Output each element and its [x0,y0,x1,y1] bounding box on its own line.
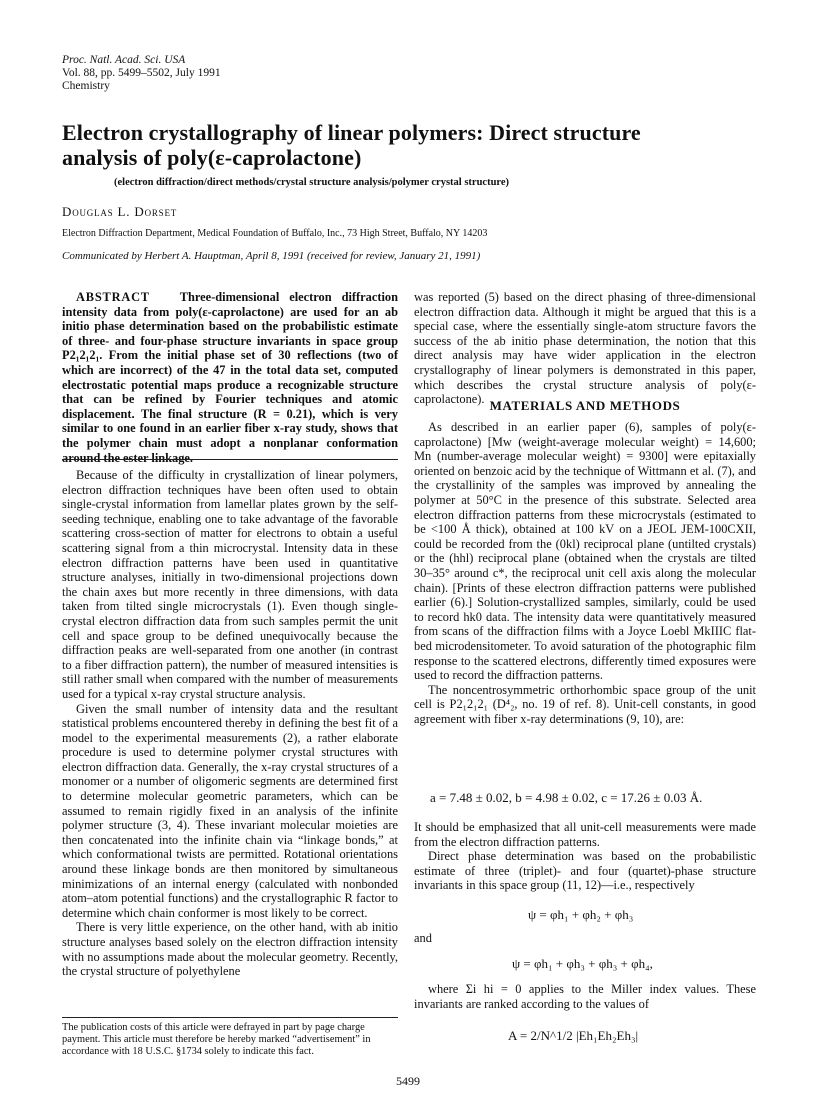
unit-cell-equation: a = 7.48 ± 0.02, b = 4.98 ± 0.02, c = 17.26 ± 0.03 Å. [430,790,703,805]
footnote: The publication costs of this article were defrayed in part by page charge payment. This article must therefore be hereby marked “advertisement” in accordance with 18 U.S.C. §1734 solely to indicate this fact. [62,1022,371,1058]
right-column-intro [414,290,756,407]
methods-body [414,420,756,726]
a-equation: A = 2/N^1/2 |Eh₁Eh₂Eh₃| [508,1028,639,1043]
paragraph: The noncentrosymmetric orthorhombic space group of the unit cell is P2₁2₁2₁ (D⁴₂, no. 19 of ref. 8). Unit-cell constants, in good agreement with fiber x-ray determinations (9, 10), are: [414,682,756,726]
methods-body-2 [414,820,756,893]
journal-header [62,54,221,93]
article-title [62,120,762,170]
affiliation: Electron Diffraction Department, Medical Foundation of Buffalo, Inc., 73 High Street, Buffalo, NY 14203 [62,228,488,239]
keywords: (electron diffraction/direct methods/crystal structure analysis/polymer crystal structure) [114,177,510,188]
title-line-2: analysis of poly(ε-caprolactone) [62,145,362,170]
author-name: Douglas L. Dorset [62,204,178,219]
page-number: 5499 [396,1074,420,1088]
footnote-divider [62,1017,398,1018]
abstract [62,290,398,465]
left-column-body [62,468,398,979]
title-line-1: Electron crystallography of linear polymers: Direct structure [62,120,641,145]
and-word: and [414,931,432,945]
journal-name: Proc. Natl. Acad. Sci. USA [62,54,186,66]
paragraph: There is very little experience, on the other hand, with ab initio structure analyses based solely on the electron diffraction intensity with no assumptions made about the molecular geometry. Recently, the crystal structure of polyethylene [62,920,398,979]
communicated-line: Communicated by Herbert A. Hauptman, April 8, 1991 (received for review, January 21, 1991) [62,250,481,262]
quartet-equation: ψ = φh₁ + φh₃ + φh₃ + φh₄, [512,956,653,971]
paragraph: It should be emphasized that all unit-cell measurements were made from the electron diffraction patterns. [414,820,756,849]
abstract-label: ABSTRACT [76,290,150,304]
paragraph: Given the small number of intensity data and the resultant statistical problems encountered thereby in defining the best fit of a model to the experimental measurements (2), a rather elaborate procedure is used to determine polymer crystal structures with electron diffraction data. Generally, the x-ray crystal structures of a monomer or a number of oligomeric segments are determined first to determine molecular geometric parameters, which can be assumed to remain rigidly fixed in an analysis of the infinite polymer structure (3, 4). These invariant molecular moieties are then concatenated into the infinite chain via “linkage bonds,” at which conformational twists are permitted. Rotational orientations around these linkage bonds are then monitored by simultaneous minimizations of an internal energy (calculated with nonbonded atom–atom potential functions) and the crystallographic R factor to determine which chain conformer is most likely to be correct. [62,701,398,920]
section-label: Chemistry [62,80,110,92]
section-heading: MATERIALS AND METHODS [489,398,681,413]
volume-line: Vol. 88, pp. 5499–5502, July 1991 [62,67,221,79]
paragraph: Because of the difficulty in crystallization of linear polymers, electron diffraction techniques have been often used to obtain single-crystal information from lamellar plates grown by the self-seeding technique, enabling one to take advantage of the favorable scattering cross-section of matter for electrons to obtain a useful scattering signal from a thin microcrystal. Intensity data in these electron diffraction patterns have been used in quantitative structure analyses, initially in two-dimensional projections down the chain axes but more recently in three dimensions, with data taken from tilted single microcrystals (1). Even though single-crystal electron diffraction data from such samples permit the unit cell and space group to be defined unequivocally because the diffraction peaks are well-separated from one another (in contrast to a fiber diffraction pattern), the number of measured intensities is still rather small when compared with the number of measurements used for a typical x-ray crystal structure analysis. [62,468,398,701]
methods-body-3 [414,982,756,1011]
paragraph: As described in an earlier paper (6), samples of poly(ε-caprolactone) [Mw (weight-average molecular weight) = 14,600; Mn (number-average molecular weight) = 9300] were epitaxially oriented on benzoic acid by the technique of Wittmann et al. (7), and the crystallinity of the samples was improved by annealing the polymer at 50°C in the presence of this substrate. Selected area electron diffraction patterns from these microcrystals (estimated to be <100 Å thick), obtained at 100 kV on a JEOL JEM-100CXII, could be recorded from the (0kl) reciprocal plane (untilted crystals) or the (hhl) reciprocal plane (obtained when the crystals are tilted 30–35° around c*, the reciprocal unit cell axis along the molecular chain). [Prints of these electron diffraction patterns were published earlier (6).] Solution-crystallized samples, similarly, could be used to record hk0 data. The intensity data were quantitatively measured from scans of the diffraction films with a Joyce Loebl MkIIIC flat-bed microdensitometer. To avoid saturation of the photographic film response to the scattered electrons, differently timed exposures were used to record the diffraction patterns. [414,420,756,683]
paragraph: where Σi hi = 0 applies to the Miller index values. These invariants are ranked according to the values of [414,982,756,1011]
triplet-equation: ψ = φh₁ + φh₂ + φh₃ [528,907,634,922]
paragraph: was reported (5) based on the direct phasing of three-dimensional electron diffraction data. Although it might be argued that this is a special case, where the essentially single-atom structure favors the success of the ab initio phase determination, the notion that this direct analysis may have wider application in the electron crystallography of linear polymers is demonstrated in this paper, which describes the crystal structure analysis of poly(ε-caprolactone). [414,290,756,407]
abstract-divider [62,459,398,460]
paragraph: Direct phase determination was based on the probabilistic estimate of three (triplet)- and four (quartet)-phase structure invariants in this space group (11, 12)—i.e., respectively [414,849,756,893]
abstract-text: Three-dimensional electron diffraction intensity data from poly(ε-caprolactone) are used for an ab initio phase determination based on the probabilistic estimate of three- and four-phase structure invariants in space group P2₁2₁2₁. From the initial phase set of 30 reflections (two of which are incorrect) of the 47 in the total data set, computed electrostatic potential maps produce a recognizable structure that can be refined by Fourier techniques and atomic displacement. The final structure (R = 0.21), which is very similar to one found in an earlier fiber x-ray study, shows that the polymer chain must adopt a nonplanar conformation around the ester linkage. [62,290,399,465]
